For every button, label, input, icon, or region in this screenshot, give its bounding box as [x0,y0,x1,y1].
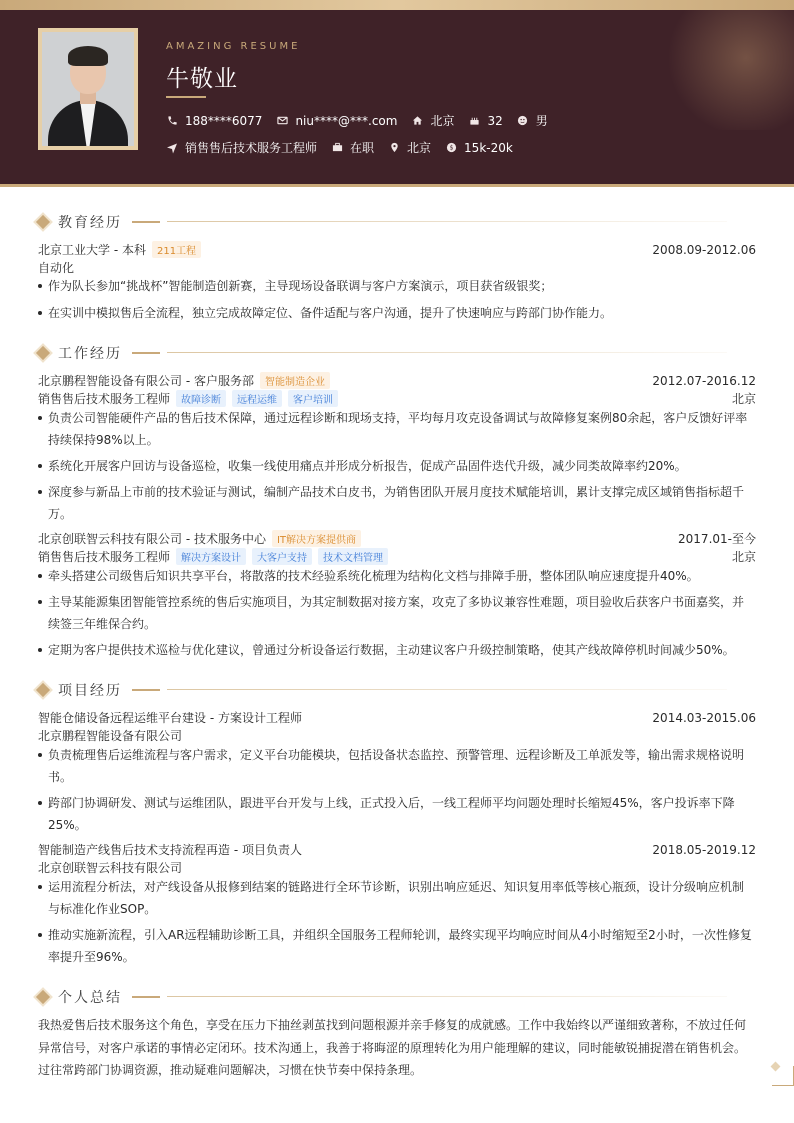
summary-section-header [36,987,160,1007]
education-bullet: 作为队长参加“挑战杯”智能制造创新赛，主导现场设备联调与客户方案演示，项目获省级银奖； [38,275,752,297]
work-entry-header [38,372,756,389]
hometown-info [411,112,454,129]
user-face-icon [517,115,529,127]
work-city: 北京 [731,550,756,564]
target-city-info [388,139,431,156]
email-info [276,114,397,128]
work-bullet: 定期为客户提供技术巡检与优化建议，曾通过分析设备运行数据，主动建议客户升级控制策略，使其产线故障停机时间减少50%。 [38,639,752,661]
project-date: 2018.05-2019.12 [652,842,756,857]
candidate-name: 牛敬业 [166,66,238,92]
project-name-line: 智能制造产线售后技术支持流程再造 - 项目负责人 [38,843,302,857]
project-bullet: 跨部门协调研发、测试与运维团队，跟进平台开发与上线，正式投入后，一线工程师平均问题处理时长缩短45%，客户投诉率下降25%。 [38,792,752,836]
project-company: 北京创联智云科技有限公司 [38,861,183,875]
section-dash [132,352,160,354]
email-address: niu****@***.com [295,113,398,128]
basic-info-row [166,112,562,129]
education-bullet: 在实训中模拟售后全流程，独立完成故障定位、备件适配与客户沟通，提升了快速响应与跨部门协作能力。 [38,302,752,324]
mail-icon [276,115,288,127]
resume-tagline: AMAZING RESUME [166,41,301,52]
section-dash [132,996,160,998]
project-date: 2014.03-2015.06 [652,710,756,725]
work-date: 2017.01-至今 [678,532,756,546]
name-underline [166,96,206,98]
project-company-row [38,727,756,744]
project-bullet: 负责梳理售后运维流程与客户需求，定义平台功能模块，包括设备状态监控、预警管理、远程诊断及工单派发等，输出需求规格说明书。 [38,744,752,788]
education-section-header [36,212,160,232]
header-bottom-line [0,184,794,187]
skill-tag: 远程运维 [232,390,282,407]
section-divider [167,996,727,997]
project-name-line: 智能仓储设备远程运维平台建设 - 方案设计工程师 [38,711,302,725]
work-city: 北京 [731,392,756,406]
location-pin-icon [388,142,400,154]
top-accent-bar [0,0,794,10]
salary-info [445,141,513,155]
section-dash [132,689,160,691]
skill-tag: 技术文档管理 [318,548,388,565]
svg-text:$: $ [449,144,453,152]
skill-tag: 大客户支持 [252,548,312,565]
section-divider [167,689,727,690]
project-entry-header [38,709,756,726]
briefcase-icon [331,142,343,154]
company-line: 北京创联智云科技有限公司 - 技术服务中心 [38,532,266,546]
section-title: 教育经历 [58,215,122,231]
gender: 男 [535,114,548,128]
section-dash [132,221,160,223]
education-date: 2008.09-2012.06 [652,242,756,257]
diamond-icon [36,990,50,1004]
skill-tag: 解决方案设计 [176,548,246,565]
work-role-row [38,390,756,407]
section-title: 工作经历 [58,346,122,362]
section-title: 项目经历 [58,683,122,699]
education-entry-header [38,241,756,258]
work-bullet: 牵头搭建公司级售后知识共享平台，将散落的技术经验系统化梳理为结构化文档与排障手册，整体团队响应速度提升40%。 [38,565,752,587]
work-role-row [38,548,756,565]
work-bullet: 深度参与新品上市前的技术验证与测试，编制产品技术白皮书，为销售团队开展月度技术赋能培训，累计支撑完成区域销售指标超千万。 [38,481,752,525]
send-icon [166,142,178,154]
expected-salary: 15k-20k [464,140,513,155]
target-position: 销售售后技术服务工程师 [185,141,318,155]
project-company: 北京鹏程智能设备有限公司 [38,729,183,743]
diamond-icon [36,683,50,697]
company-tag: 智能制造企业 [260,372,330,389]
work-entry-header [38,530,756,547]
major: 自动化 [38,261,75,275]
section-title: 个人总结 [58,990,122,1006]
cake-icon [468,115,480,127]
skill-tag: 故障诊断 [176,390,226,407]
phone-number: 188****6077 [185,113,263,128]
diamond-icon [36,215,50,229]
education-major-row [38,259,756,276]
target-city: 北京 [407,141,432,155]
work-bullet: 系统化开展客户回访与设备巡检，收集一线使用痛点并形成分析报告，促成产品固件迭代升级，减少同类故障率约20%。 [38,455,752,477]
school-tag: 211工程 [152,241,201,258]
summary-text: 我热爱售后技术服务这个角色，享受在压力下抽丝剥茧找到问题根源并亲手修复的成就感。工作中我始终以严谨细致著称，不放过任何异常信号，对客户承诺的事情必定闭环。技术沟通上，我善于将晦涩的原理转化为用户能理解的建议，同时能敏锐捕捉潜在销售机会。过往常跨部门协调资源，推动疑难问题解决，习惯在快节奏中保持条理。 [38,1018,747,1077]
section-divider [167,221,727,222]
home-icon [411,115,423,127]
corner-decoration [772,1066,794,1086]
project-bullet: 推动实施新流程，引入AR远程辅助诊断工具，并组织全国服务工程师轮训，最终实现平均响应时间从4小时缩短至2小时，一次性修复率提升至96%。 [38,924,752,968]
project-entry-header [38,841,756,858]
school-line: 北京工业大学 - 本科 [38,243,146,257]
work-section-header [36,343,160,363]
gender-info [517,112,548,129]
profile-photo [42,32,134,146]
money-icon [445,142,457,154]
work-bullet: 负责公司智能硬件产品的售后技术保障，通过远程诊断和现场支持，平均每月攻克设备调试与故障修复案例80余起，客户反馈好评率持续保持98%以上。 [38,407,752,451]
project-section-header [36,680,160,700]
age: 32 [487,113,503,128]
project-company-row [38,859,756,876]
phone-info [166,114,262,128]
diamond-icon [36,346,50,360]
company-line: 北京鹏程智能设备有限公司 - 客户服务部 [38,374,254,388]
work-bullet: 主导某能源集团智能管控系统的售后实施项目，为其定制数据对接方案，攻克了多协议兼容性难题，项目验收后获客户书面嘉奖，并续签三年维保合约。 [38,591,752,635]
profile-photo-frame [38,28,138,150]
job-role: 销售售后技术服务工程师 [38,550,171,564]
job-intent-row [166,139,527,156]
section-divider [167,352,727,353]
hometown: 北京 [430,114,455,128]
project-bullet: 运用流程分析法，对产线设备从报修到结案的链路进行全环节诊断，识别出响应延迟、知识复用率低等核心瓶颈，设计分级响应机制与标准化作业SOP。 [38,876,752,920]
work-date: 2012.07-2016.12 [652,373,756,388]
resume-header [0,10,794,186]
phone-icon [166,115,178,127]
target-position-info [166,139,317,156]
employment-status: 在职 [350,141,375,155]
skill-tag: 客户培训 [288,390,338,407]
company-tag: IT解决方案提供商 [272,530,361,547]
job-role: 销售售后技术服务工程师 [38,392,171,406]
status-info [331,139,374,156]
age-info [468,114,502,128]
